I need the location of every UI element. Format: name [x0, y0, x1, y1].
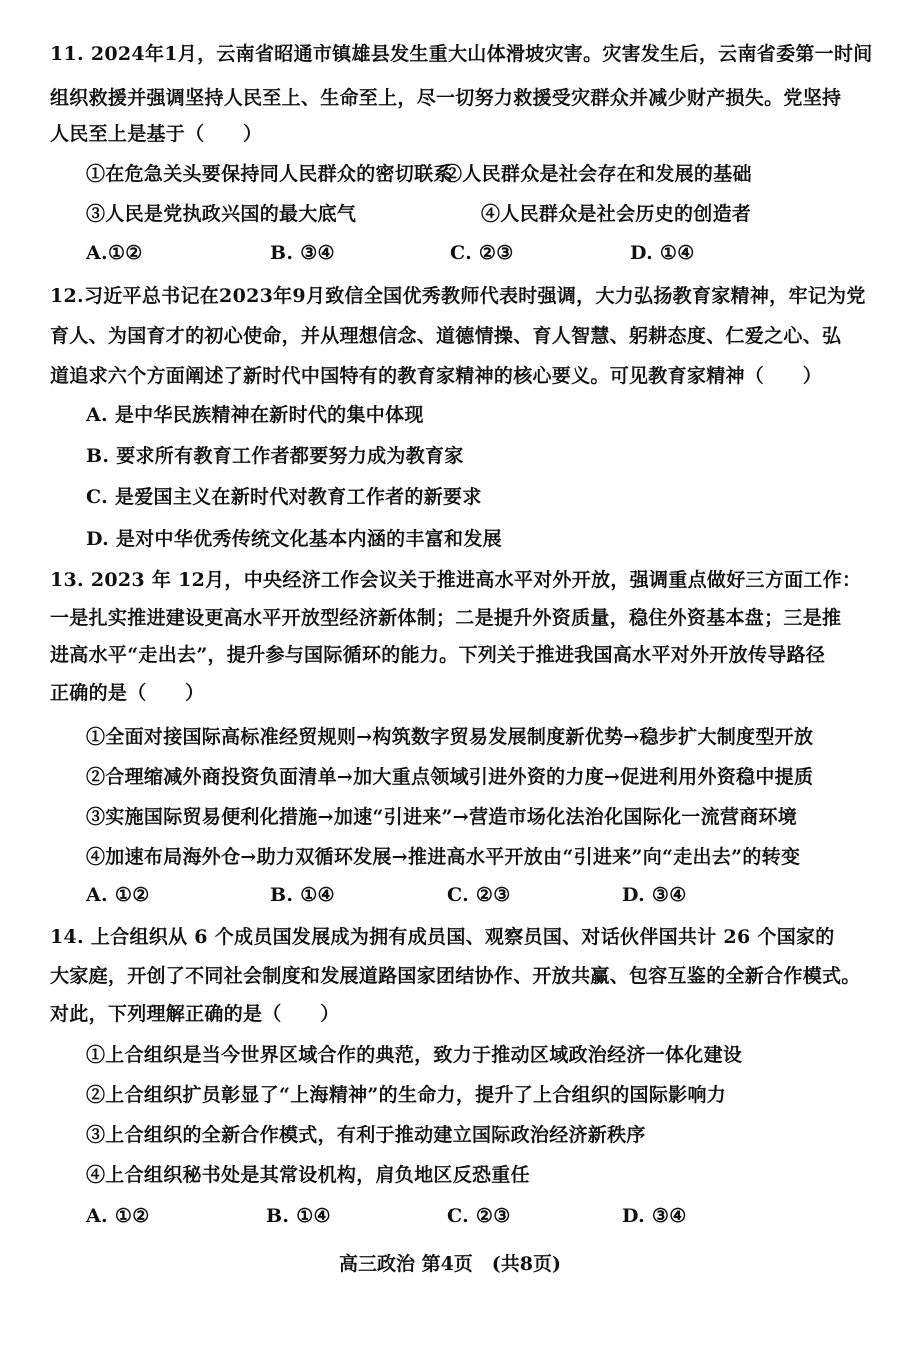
statement-1: ①全面对接国际高标准经贸规则→构筑数字贸易发展制度新优势→稳步扩大制度型开放	[86, 726, 814, 748]
statement-3: ③上合组织的全新合作模式，有利于推动建立国际政治经济新秩序	[86, 1124, 646, 1146]
question-11-stem-line: 人民至上是基于（ ）	[50, 123, 263, 145]
choice-c: C. ②③	[447, 884, 511, 906]
question-14-stem-line: 14. 上合组织从 6 个成员国发展成为拥有成员国、观察员国、对话伙伴国共计 26 个国家的	[50, 926, 835, 948]
statement-4: ④人民群众是社会历史的创造者	[481, 203, 752, 225]
choice-a: A.①②	[86, 242, 143, 264]
choice-d: D. ③④	[622, 1205, 687, 1227]
question-11-statements-row-2	[0, 202, 900, 226]
option-a: A. 是中华民族精神在新时代的集中体现	[86, 404, 424, 426]
choice-a: A. ①②	[86, 1205, 150, 1227]
statement-4: ④上合组织秘书处是其常设机构，肩负地区反恐重任	[86, 1164, 530, 1186]
option-d: D. 是对中华优秀传统文化基本内涵的丰富和发展	[86, 528, 502, 550]
question-12-stem-line: 育人、为国育才的初心使命，并从理想信念、道德情操、育人智慧、躬耕态度、仁爱之心、弘	[50, 325, 842, 347]
statement-2: ②人民群众是社会存在和发展的基础	[443, 163, 752, 185]
question-14-choices	[0, 1204, 900, 1228]
question-13-stem-line: 进高水平“走出去”，提升参与国际循环的能力。下列关于推进我国高水平对外开放传导路径	[50, 644, 826, 666]
statement-3: ③人民是党执政兴国的最大底气	[86, 203, 357, 225]
question-12-stem-line: 12.习近平总书记在2023年9月致信全国优秀教师代表时强调，大力弘扬教育家精神，牢记为党	[50, 285, 866, 307]
statement-2: ②合理缩减外商投资负面清单→加大重点领域引进外资的力度→促进利用外资稳中提质	[86, 766, 814, 788]
question-11-stem-line: 组织救援并强调坚持人民至上、生命至上，尽一切努力救援受灾群众并减少财产损失。党坚持	[50, 87, 842, 109]
question-12-stem-line: 道追求六个方面阐述了新时代中国特有的教育家精神的核心要义。可见教育家精神（ ）	[50, 365, 823, 387]
choice-b: B. ①④	[270, 884, 335, 906]
choice-c: C. ②③	[447, 1205, 511, 1227]
choice-b: B. ③④	[270, 242, 335, 264]
question-11-choices	[0, 241, 900, 265]
choice-d: D. ①④	[630, 242, 695, 264]
question-13-stem-line: 正确的是（ ）	[50, 682, 205, 704]
choice-d: D. ③④	[622, 884, 687, 906]
option-c: C. 是爱国主义在新时代对教育工作者的新要求	[86, 486, 482, 508]
statement-1: ①上合组织是当今世界区域合作的典范，致力于推动区域政治经济一体化建设	[86, 1044, 743, 1066]
question-14-stem-line: 对此，下列理解正确的是（ ）	[50, 1003, 340, 1025]
choice-c: C. ②③	[450, 242, 514, 264]
question-11-stem-line: 11. 2024年1月，云南省昭通市镇雄县发生重大山体滑坡灾害。灾害发生后，云南省委第一时间	[50, 43, 873, 65]
statement-4: ④加速布局海外仓→助力双循环发展→推进高水平开放由“引进来”向“走出去”的转变	[86, 846, 801, 868]
question-14-stem-line: 大家庭，开创了不同社会制度和发展道路国家团结协作、开放共赢、包容互鉴的全新合作模式。	[50, 965, 861, 987]
statement-2: ②上合组织扩员彰显了“上海精神”的生命力，提升了上合组织的国际影响力	[86, 1084, 727, 1106]
page-footer: 高三政治 第4页 (共8页)	[338, 1253, 562, 1275]
choice-a: A. ①②	[86, 884, 150, 906]
question-13-choices	[0, 883, 900, 907]
statement-1: ①在危急关头要保持同人民群众的密切联系	[86, 163, 453, 185]
question-11-statements-row-1	[0, 162, 900, 186]
statement-3: ③实施国际贸易便利化措施→加速“引进来”→营造市场化法治化国际化一流营商环境	[86, 806, 798, 828]
choice-b: B. ①④	[266, 1205, 331, 1227]
option-b: B. 要求所有教育工作者都要努力成为教育家	[86, 445, 464, 467]
question-13-stem-line: 一是扎实推进建设更高水平开放型经济新体制；二是提升外资质量，稳住外资基本盘；三是推	[50, 607, 842, 629]
question-13-stem-line: 13. 2023 年 12月，中央经济工作会议关于推进高水平对外开放，强调重点做好三方面工作：	[50, 569, 862, 591]
